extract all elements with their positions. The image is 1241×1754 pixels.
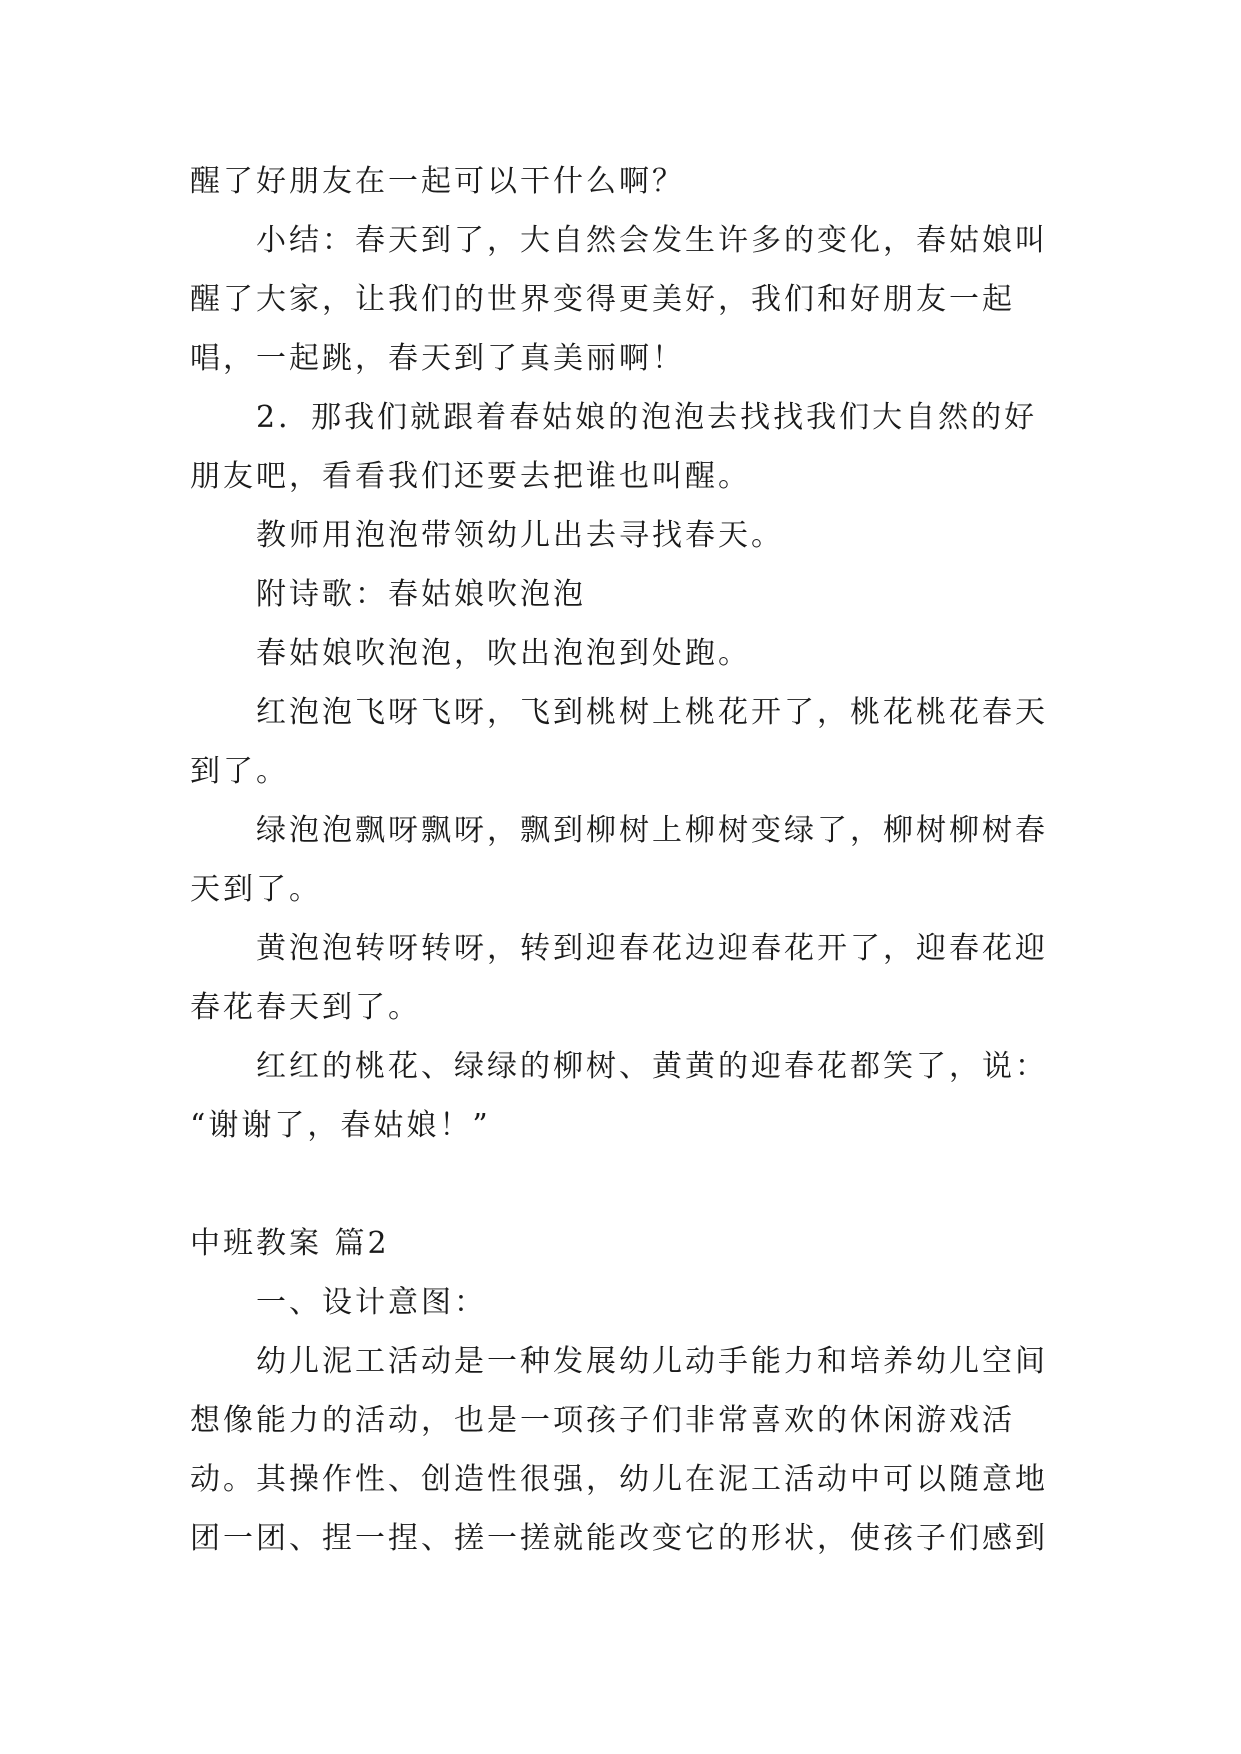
- poem-title: 附诗歌：春姑娘吹泡泡: [256, 577, 586, 612]
- section-heading: 中班教案 篇2: [190, 1226, 390, 1261]
- paragraph-design-intent: 幼儿泥工活动是一种发展幼儿动手能力和培养幼儿空间想像能力的活动，也是一项孩子们非常喜欢的休闲游戏活动。其操作性、创造性很强，幼儿在泥工活动中可以随意地团一团、捏一捏、搓一搓就能改变它的形状，使孩子们感到: [190, 1344, 1048, 1556]
- poem-line-4: 黄泡泡转呀转呀，转到迎春花边迎春花开了，迎春花迎春花春天到了。: [190, 931, 1048, 1025]
- poem-line-2: 红泡泡飞呀飞呀，飞到桃树上桃花开了，桃花桃花春天到了。: [190, 695, 1048, 789]
- poem-line-6: “谢谢了，春姑娘！”: [190, 1108, 491, 1143]
- paragraph-summary: 小结：春天到了，大自然会发生许多的变化，春姑娘叫醒了大家，让我们的世界变得更美好，我们和好朋友一起唱，一起跳，春天到了真美丽啊！: [190, 223, 1048, 376]
- poem-line-3: 绿泡泡飘呀飘呀，飘到柳树上柳树变绿了，柳树柳树春天到了。: [190, 813, 1048, 907]
- poem-line-5: 红红的桃花、绿绿的柳树、黄黄的迎春花都笑了，说：: [256, 1049, 1048, 1084]
- paragraph-continuation: 醒了好朋友在一起可以干什么啊？: [190, 164, 685, 199]
- paragraph-teacher-action: 教师用泡泡带领幼儿出去寻找春天。: [256, 518, 784, 553]
- subsection-heading: 一、设计意图：: [256, 1285, 487, 1320]
- document-body: [190, 152, 1050, 1568]
- section-spacer: [190, 1155, 1050, 1214]
- paragraph-step-2: 2．那我们就跟着春姑娘的泡泡去找找我们大自然的好朋友吧，看看我们还要去把谁也叫醒。: [190, 400, 1038, 494]
- poem-line-1: 春姑娘吹泡泡，吹出泡泡到处跑。: [256, 636, 751, 671]
